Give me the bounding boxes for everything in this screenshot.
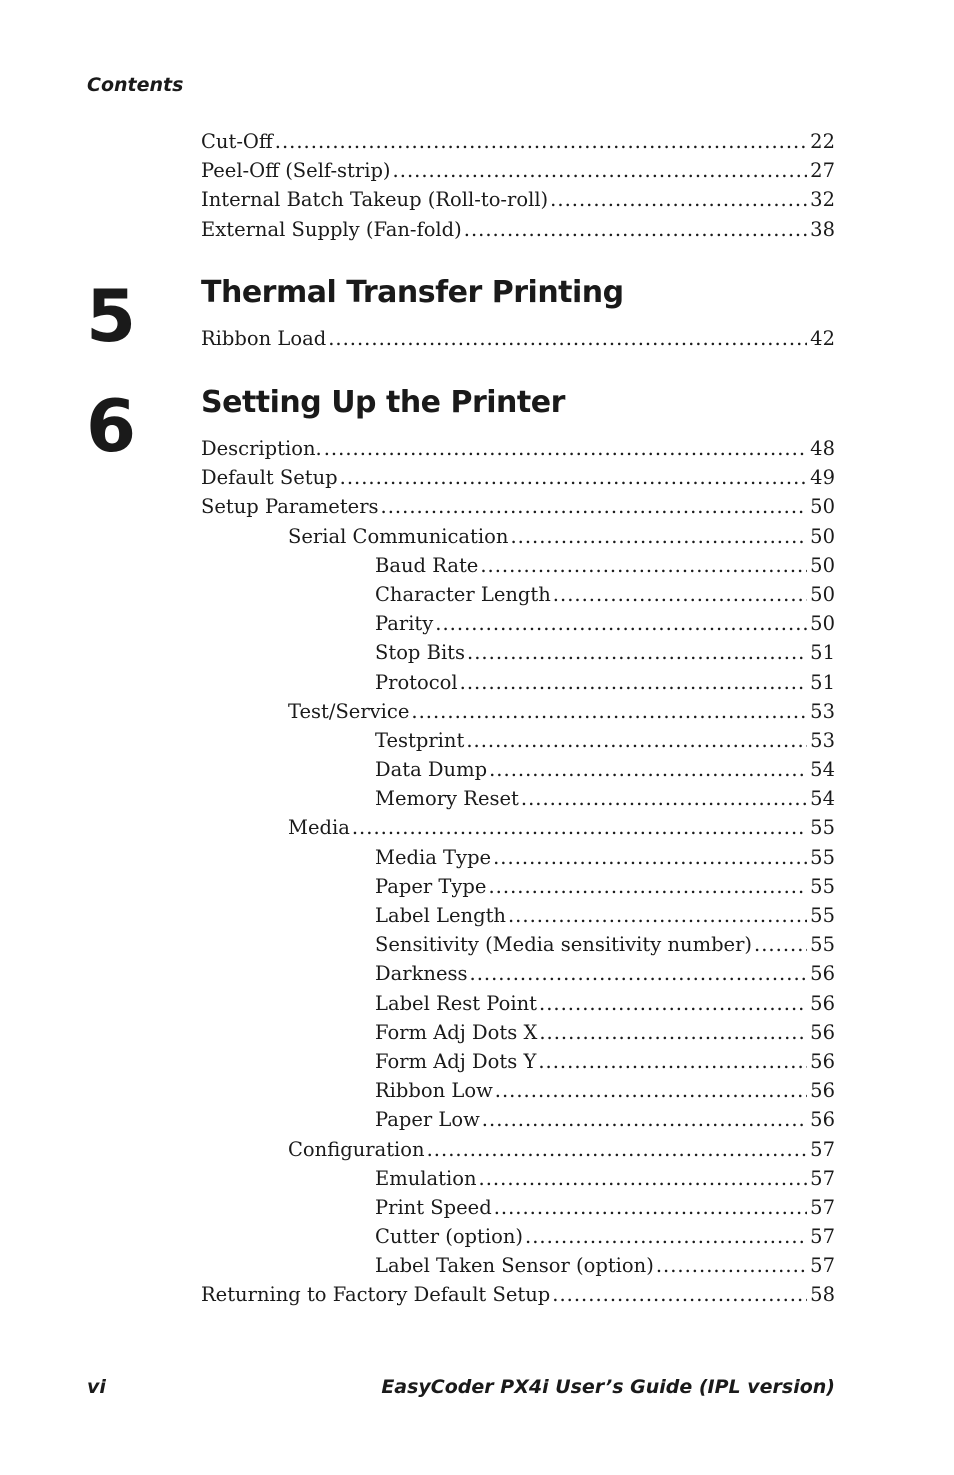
toc-entry-title: Media — [288, 816, 350, 840]
dot-leader — [539, 992, 807, 1015]
page-folio: vi — [87, 1376, 106, 1398]
dot-leader — [466, 729, 807, 752]
dot-leader — [328, 327, 807, 350]
dot-leader — [435, 612, 807, 635]
toc-entry-title: Peel-Off (Self-strip) — [201, 159, 391, 183]
toc-entry-title: Setup Parameters — [201, 495, 379, 519]
toc-entry-page: 55 — [810, 933, 835, 957]
toc-entry[interactable] — [201, 130, 835, 159]
running-head: Contents — [87, 74, 184, 96]
toc-entry-page: 51 — [810, 641, 835, 665]
toc-entry-page: 54 — [810, 758, 835, 782]
toc-entry[interactable] — [201, 1021, 835, 1050]
toc-entry-title: Paper Type — [375, 874, 487, 898]
toc-entry-page: 48 — [810, 437, 835, 460]
toc-entry-title: Paper Low — [375, 1108, 480, 1132]
toc-entry-page: 50 — [810, 582, 835, 606]
toc-entry-title: Form Adj Dots Y — [375, 1049, 537, 1073]
toc-entry-page: 58 — [810, 1283, 835, 1307]
toc-entry[interactable] — [201, 1196, 835, 1225]
toc-entry-page: 50 — [810, 524, 835, 548]
dot-leader — [464, 218, 807, 241]
toc-entry-title: Emulation — [375, 1166, 477, 1190]
toc-entry-page: 53 — [810, 699, 835, 723]
toc-entry-page: 56 — [810, 991, 835, 1015]
dot-leader — [521, 787, 807, 810]
toc-entry-page: 57 — [810, 1254, 835, 1278]
dot-leader — [352, 816, 807, 839]
toc-entry-title: Darkness — [375, 962, 468, 986]
toc-entry-page: 53 — [810, 728, 835, 752]
dot-leader — [427, 1138, 808, 1161]
dot-leader — [480, 554, 807, 577]
toc-entry-page: 57 — [810, 1195, 835, 1219]
dot-leader — [488, 875, 807, 898]
chapter-title[interactable]: Setting Up the Printer — [201, 385, 565, 420]
chapter-number: 5 — [86, 274, 137, 358]
toc-entry[interactable] — [201, 437, 835, 466]
toc-entry-title: Testprint — [375, 728, 465, 752]
toc-entry-page: 49 — [810, 466, 835, 490]
toc-entry-title: Sensitivity (Media sensitivity number) — [375, 933, 753, 957]
toc-entry[interactable] — [201, 612, 835, 641]
toc-entry-page: 55 — [810, 845, 835, 869]
toc-entry-title: Default Setup — [201, 466, 338, 490]
toc-entry[interactable] — [201, 875, 835, 904]
toc-entry[interactable] — [201, 904, 835, 933]
toc-entry-page: 27 — [810, 159, 835, 183]
toc-entry-page: 56 — [810, 962, 835, 986]
toc-entry-title: External Supply (Fan-fold) — [201, 217, 462, 241]
dot-leader — [553, 583, 807, 606]
toc-entry[interactable] — [201, 1138, 835, 1167]
toc-entry-page: 57 — [810, 1225, 835, 1249]
toc-entry-title: Returning to Factory Default Setup — [201, 1283, 551, 1307]
toc-chapter-6 — [201, 437, 835, 1313]
toc-entry-title: Print Speed — [375, 1195, 492, 1219]
toc-entry[interactable] — [201, 495, 835, 524]
toc-entry-page: 57 — [810, 1137, 835, 1161]
dot-leader — [754, 933, 807, 956]
toc-entry-title: Ribbon Low — [375, 1079, 493, 1103]
toc-entry-title: Memory Reset — [375, 787, 519, 811]
toc-entry-page: 55 — [810, 816, 835, 840]
dot-leader — [467, 641, 807, 664]
dot-leader — [510, 525, 807, 548]
toc-entry-page: 50 — [810, 495, 835, 519]
toc-entry[interactable] — [201, 1254, 835, 1283]
toc-entry-title: Baud Rate — [375, 553, 479, 577]
toc-entry-title: Protocol — [375, 670, 458, 694]
toc-entry-page: 57 — [810, 1166, 835, 1190]
dot-leader — [550, 188, 807, 211]
toc-entry[interactable] — [201, 758, 835, 787]
dot-leader — [489, 758, 807, 781]
toc-entry[interactable] — [201, 159, 835, 188]
toc-entry-page: 51 — [810, 670, 835, 694]
toc-entry-title: Internal Batch Takeup (Roll-to-roll) — [201, 188, 549, 212]
toc-entry-title: Label Length — [375, 904, 506, 927]
chapter-number: 6 — [86, 384, 137, 468]
toc-entry-page: 38 — [810, 217, 835, 241]
toc-entry-page: 55 — [810, 904, 835, 927]
toc-entry-title: Label Taken Sensor (option) — [375, 1254, 654, 1278]
toc-entry[interactable] — [201, 188, 835, 217]
dot-leader — [470, 962, 808, 985]
toc-entry-page: 56 — [810, 1020, 835, 1044]
toc-entry-title: Character Length — [375, 582, 551, 606]
dot-leader — [340, 466, 808, 489]
toc-entry-title: Parity — [375, 612, 434, 636]
toc-entry-page: 42 — [810, 327, 835, 350]
toc-entry[interactable] — [201, 671, 835, 700]
toc-entry[interactable] — [201, 992, 835, 1021]
toc-entry[interactable] — [201, 466, 835, 495]
dot-leader — [495, 1079, 807, 1102]
toc-entry-page: 55 — [810, 874, 835, 898]
dot-leader — [381, 495, 808, 518]
toc-entry[interactable] — [201, 218, 835, 247]
toc-entry-page: 54 — [810, 787, 835, 811]
toc-entry-title: Label Rest Point — [375, 991, 537, 1015]
toc-entry[interactable] — [201, 1167, 835, 1196]
dot-leader — [538, 1050, 807, 1073]
toc-entry-title: Data Dump — [375, 758, 488, 782]
toc-entry[interactable] — [201, 1079, 835, 1108]
dot-leader — [411, 700, 807, 723]
toc-entry-page: 50 — [810, 612, 835, 636]
toc-entry[interactable] — [201, 1108, 835, 1137]
dot-leader — [494, 1196, 807, 1219]
dot-leader — [552, 1283, 807, 1306]
toc-entry[interactable] — [201, 962, 835, 991]
toc-entry-page: 56 — [810, 1108, 835, 1132]
toc-entry[interactable] — [201, 525, 835, 554]
toc-entry-title: Stop Bits — [375, 641, 466, 665]
toc-entry[interactable] — [201, 729, 835, 758]
dot-leader — [460, 671, 808, 694]
toc-entry-title: Configuration — [288, 1137, 425, 1161]
toc-entry[interactable] — [201, 1283, 835, 1312]
dot-leader — [539, 1021, 807, 1044]
chapter-title[interactable]: Thermal Transfer Printing — [201, 275, 624, 310]
toc-entry-page: 56 — [810, 1049, 835, 1073]
dot-leader — [393, 159, 808, 182]
toc-entry-title: Cut-Off — [201, 130, 273, 153]
toc-entry[interactable] — [201, 554, 835, 583]
footer-book-title: EasyCoder PX4i User’s Guide (IPL version) — [381, 1376, 835, 1398]
toc-entry[interactable] — [201, 641, 835, 670]
toc-entry-page: 56 — [810, 1079, 835, 1103]
toc-entry-page: 50 — [810, 553, 835, 577]
toc-entry-title: Ribbon Load — [201, 327, 327, 350]
toc-entry[interactable] — [201, 787, 835, 816]
toc-entry[interactable] — [201, 1225, 835, 1254]
toc-chapter-5 — [201, 327, 835, 356]
toc-entry-title: Cutter (option) — [375, 1225, 524, 1249]
dot-leader — [493, 846, 807, 869]
toc-prelude — [201, 130, 835, 247]
toc-entry-title: Test/Service — [288, 699, 410, 723]
toc-entry-page: 22 — [810, 130, 835, 153]
toc-entry-title: Serial Communication — [288, 524, 509, 548]
dot-leader — [275, 130, 807, 153]
toc-entry[interactable] — [201, 1050, 835, 1079]
toc-entry-title: Media Type — [375, 845, 492, 869]
toc-entry[interactable] — [201, 846, 835, 875]
toc-entry[interactable] — [201, 583, 835, 612]
toc-entry[interactable] — [201, 816, 835, 845]
dot-leader — [324, 437, 807, 460]
toc-entry[interactable] — [201, 700, 835, 729]
dot-leader — [525, 1225, 807, 1248]
dot-leader — [479, 1167, 808, 1190]
toc-entry-title: Form Adj Dots X — [375, 1020, 538, 1044]
dot-leader — [508, 904, 807, 927]
dot-leader — [482, 1108, 807, 1131]
toc-entry-title: Description. — [201, 437, 322, 460]
toc-entry[interactable] — [201, 933, 835, 962]
dot-leader — [656, 1254, 807, 1277]
toc-entry[interactable] — [201, 327, 835, 356]
toc-entry-page: 32 — [810, 188, 835, 212]
